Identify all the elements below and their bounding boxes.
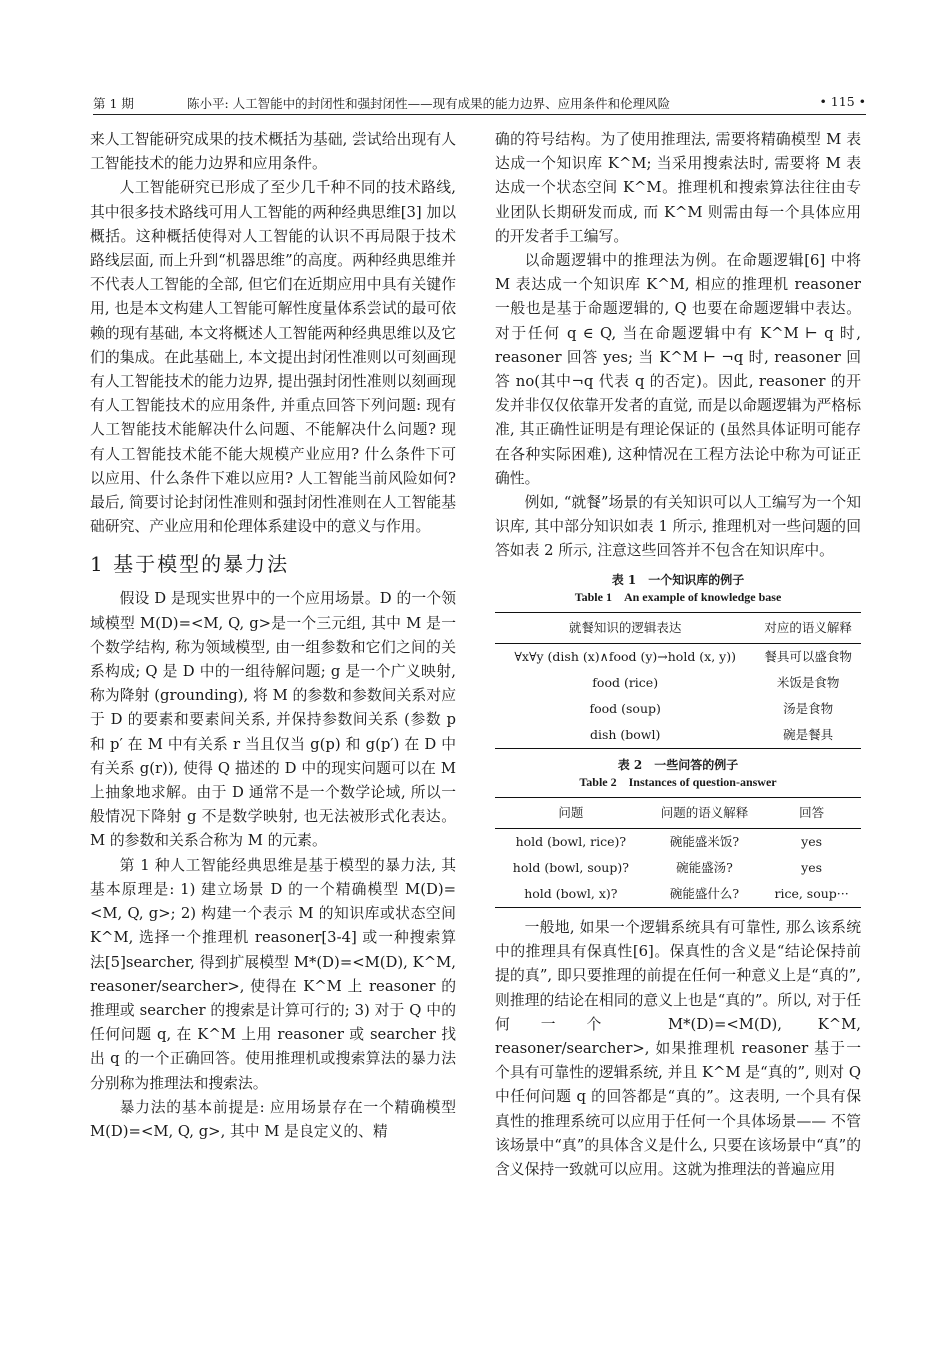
paragraph: 第 1 种人工智能经典思维是基于模型的暴力法, 其基本原理是: 1) 建立场景 D 的一个精确模型 M(D)=<M, Q, g>; 2) 构建一个表示 M 的知识库或状态空间 K^M, 选择一个推理机 reasoner[3-4] 或一种搜索算法[5]searcher, 得到扩展模型 M*(D)=<M(D), K^M, reasoner/searcher>, 使得在 K^M 上 reasoner 的推理或 searcher 的搜索是计算可行的; 3) 对于 Q 中的任何问题 q, 在 K^M 上用 reasoner 或 searcher 找出 q 的一个正确回答。使用推理机或搜索算法的暴力法分别称为推理法和搜索法。: [90, 856, 456, 1092]
table2-caption: [495, 757, 861, 791]
table-header: 对应的语义解释: [755, 612, 861, 643]
table-cell: rice, soup···: [762, 881, 861, 908]
table-row: [495, 855, 861, 881]
table-cell: 米饭是食物: [776, 674, 840, 690]
left-column: [90, 128, 456, 1144]
table-cell: hold (bowl, soup)?: [512, 860, 629, 876]
table-row: [495, 696, 861, 722]
paragraph: 例如, “就餐”场景的有关知识可以人工编写为一个知识库, 其中部分知识如表 1 所示, 推理机对一些问题的回答如表 2 所示, 注意这些回答并不包含在知识库中。: [495, 494, 861, 560]
paragraph: 确的符号结构。为了使用推理法, 需要将精确模型 M 表达成一个知识库 K^M; 当采用搜索法时, 需要将 M 表达成一个状态空间 K^M。推理机和搜索算法往往由专业团队长期研发而成, 而 K^M 则需由每一个具体应用的开发者手工编写。: [495, 131, 861, 245]
table2-caption-en: Table 2 Instances of question-answer: [579, 774, 777, 789]
paragraph: 人工智能研究已形成了至少几千种不同的技术路线, 其中很多技术路线可用人工智能的两种经典思维[3] 加以概括。这种概括使得对人工智能的认识不再局限于技术路线层面, 而上升到“机器思维”的高度。两种经典思维并不代表人工智能的全部, 但它们在近期应用中具有关键作用, 也是本文构建人工智能可解性度量体系尝试的最可依赖的现有基础, 本文将概述人工智能两种经典思维以及它们的集成。在此基础上, 本文提出封闭性准则以可刻画现有人工智能技术的能力边界, 提出强封闭性准则以刻画现有人工智能技术的应用条件, 并重点回答下列问题: 现有人工智能技术能解决什么问题、不能解决什么问题? 现有人工智能技术能不能大规模产业应用? 什么条件下可以应用、什么条件下难以应用? 人工智能当前风险如何? 最后, 简要讨论封闭性准则和强封闭性准则在人工智能基础研究、产业应用和伦理体系建设中的意义与作用。: [90, 179, 456, 536]
paragraph: 来人工智能研究成果的技术概括为基础, 尝试给出现有人工智能技术的能力边界和应用条件。: [90, 131, 456, 173]
table-cell: dish (bowl): [495, 722, 755, 749]
table-cell: yes: [801, 860, 823, 876]
table-row: [495, 829, 861, 856]
table-cell: hold (bowl, x)?: [495, 881, 647, 908]
table-row: [495, 722, 861, 749]
paragraph: 假设 D 是现实世界中的一个应用场景。D 的一个领域模型 M(D)=<M, Q, g>是一个三元组, 其中 M 是一个数学结构, 称为领域模型, 由一组参数和它们之间的关系构成; Q 是 D 中的一组待解问题; g 是一个广义映射, 称为降射 (grounding), 将 M 的参数和参数间关系对应于 D 的要素和要素间关系, 并保持参数间关系 (参数 p 和 p′ 在 M 中有关系 r 当且仅当 g(p) 和 g(p′) 在 D 中有关系 g(r)), 使得 Q 描述的 D 中的现实问题可以在 M 上抽象地求解。由于 D 通常不是一个数学论域, 所以一般情况下降射 g 不是数学映射, 也无法被形式化表达。M 的参数和关系合称为 M 的元素。: [90, 590, 456, 850]
paragraph: 一般地, 如果一个逻辑系统具有可靠性, 那么该系统中的推理具有保真性[6]。保真性的含义是“结论保持前提的真”, 即只要推理的前提在任何一种意义上是“真的”, 则推理的结论在相同的意义上也是“真的”。所以, 对于任何一个 M*(D)=<M(D), K^M, reasoner/searcher>, 如果推理机 reasoner 基于一个具有可靠性的逻辑系统, 并且 K^M 是“真的”, 则对 Q 中任何问题 q 的回答都是“真的”。这表明, 一个具有保真性的推理系统可以应用于任何一个具体场景—— 不管该场景中“真”的具体含义是什么, 只要在该场景中“真”的含义保持一致就可以应用。这就为推理法的普遍应用: [495, 919, 861, 1179]
right-column: [495, 128, 861, 1182]
table-cell: 餐具可以盛食物: [764, 648, 852, 664]
issue-number: 第 1 期: [93, 96, 134, 111]
table-header: 就餐知识的逻辑表达: [495, 612, 755, 643]
table2-caption-cn: 表 2 一些问答的例子: [617, 757, 739, 772]
table1: [495, 612, 861, 749]
table2: [495, 797, 861, 908]
table-cell: 碗能盛什么?: [647, 881, 763, 908]
table1-caption: [495, 572, 861, 606]
paragraph: 暴力法的基本前提是: 应用场景存在一个精确模型 M(D)=<M, Q, g>, 其中 M 是良定义的、精: [90, 1098, 456, 1140]
page-number: • 115 •: [819, 94, 866, 109]
table-row: [495, 670, 861, 696]
table-cell: ∀x∀y (dish (x)∧food (y)→hold (x, y)): [514, 648, 736, 664]
table-header: 问题的语义解释: [647, 797, 763, 828]
section-heading: 1 基于模型的暴力法: [90, 552, 290, 577]
table-cell: hold (bowl, rice)?: [515, 834, 627, 850]
table-cell: 碗是餐具: [755, 722, 861, 749]
table1-caption-cn: 表 1 一个知识库的例子: [611, 572, 745, 587]
running-header: [93, 92, 866, 115]
table-cell: yes: [801, 834, 823, 850]
table-row: [495, 881, 861, 908]
table-row: [495, 643, 861, 670]
table-header: 问题: [495, 797, 647, 828]
table-cell: 碗能盛米饭?: [669, 834, 740, 850]
paragraph: 以命题逻辑中的推理法为例。在命题逻辑[6] 中将 M 表达成一个知识库 K^M, 相应的推理机 reasoner 一般也是基于命题逻辑的, Q 也要在命题逻辑中表达。对于任何 q ∈ Q, 当在命题逻辑中有 K^M ⊢ q 时, reasoner 回答 yes; 当 K^M ⊢ ¬q 时, reasoner 回答 no(其中¬q 代表 q 的否定)。因此, reasoner 的开发并非仅仅依靠开发者的直觉, 而是以命题逻辑为严格标准, 其正确性证明是有理论保证的 (虽然具体证明可能存在各种实际困难), 这种情况在工程方法论中称为可证正确性。: [495, 252, 861, 487]
table-header: 回答: [762, 797, 861, 828]
table-cell: 汤是食物: [783, 700, 834, 716]
table-cell: 碗能盛汤?: [676, 860, 733, 876]
table-cell: food (soup): [589, 700, 661, 716]
running-title: 陈小平: 人工智能中的封闭性和强封闭性——现有成果的能力边界、应用条件和伦理风险: [187, 96, 671, 111]
table-cell: food (rice): [592, 674, 659, 690]
table1-caption-en: Table 1 An example of knowledge base: [574, 589, 782, 604]
